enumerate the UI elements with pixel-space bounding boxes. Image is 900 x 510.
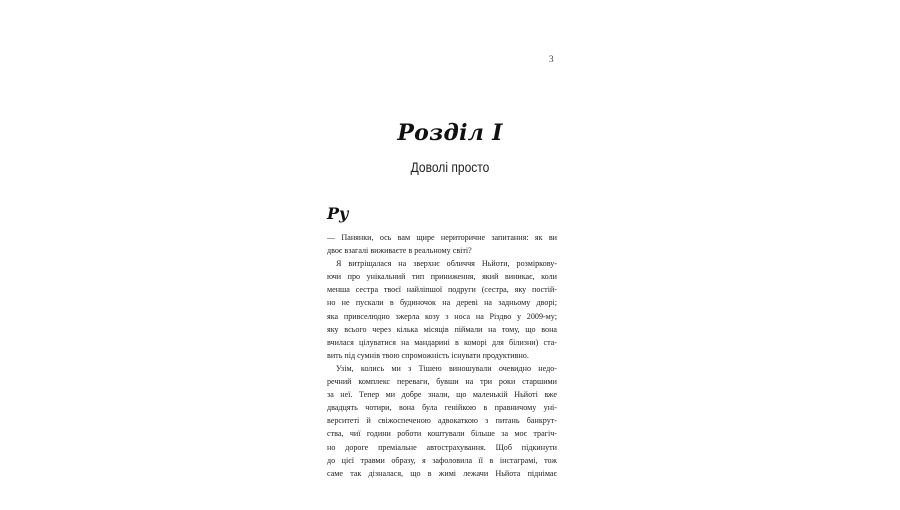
text-line: вить під сумнів твою спроможність існувати продуктивно. bbox=[327, 350, 529, 360]
text-line: речний комплекс переваги, бувши на три роки старшими bbox=[327, 377, 557, 387]
text-line: за неї. Тепер ми добре знали, що маленькій Ньйоті вже bbox=[327, 390, 557, 400]
text-line: яка привселюдно зжерла козу з носа на Різдво у 2009-му; bbox=[327, 311, 557, 321]
text-line: Я витріщалася на зверхнє обличчя Ньйоти, розміркову- bbox=[336, 259, 557, 269]
text-line: ючи про унікальний тип приниження, який виникає, коли bbox=[327, 272, 557, 282]
text-line: двадцять чотири, вона була генійкою в правничому уні- bbox=[327, 403, 557, 413]
page-number: 3 bbox=[549, 54, 554, 64]
text-line: до цієї травми образу, я зафоловила її в інстаграмі, тож bbox=[327, 455, 557, 465]
text-line: Узім, колись ми з Тішею виношували очевидно недо- bbox=[336, 363, 557, 373]
text-line: двоє взагалі виживаєте в реальному світі? bbox=[327, 246, 472, 256]
text-line: саме так дізналася, що в жимі лежачи Ньйота піднімає bbox=[327, 468, 557, 478]
text-line: но дороге преміальне автострахування. Щоб підкинути bbox=[327, 442, 557, 452]
body-text bbox=[327, 231, 557, 480]
text-line: яку всього через кілька місяців піймали на тому, що вона bbox=[327, 324, 557, 334]
chapter-title: Розділ І bbox=[397, 120, 503, 146]
text-line: вчилася цілуватися на мандарині в коморі для білизни) ста- bbox=[327, 337, 557, 347]
section-heading: Ру bbox=[327, 204, 349, 223]
text-line: но не пускали в будиночок на дереві на задньому дворі; bbox=[327, 298, 557, 308]
text-line: ства, чиї години роботи коштували більше за моє трагіч- bbox=[327, 429, 557, 439]
text-line: верситеті й свіжоспеченою адвокаткою з питань банкрут- bbox=[327, 416, 557, 426]
text-line: — Панянки, ось вам щире нериторичне запитання: як ви bbox=[327, 233, 557, 242]
text-line: менша сестра твоєї найліпшої подруги (сестра, яку постій- bbox=[327, 285, 557, 295]
chapter-subtitle: Доволі просто bbox=[410, 159, 490, 175]
